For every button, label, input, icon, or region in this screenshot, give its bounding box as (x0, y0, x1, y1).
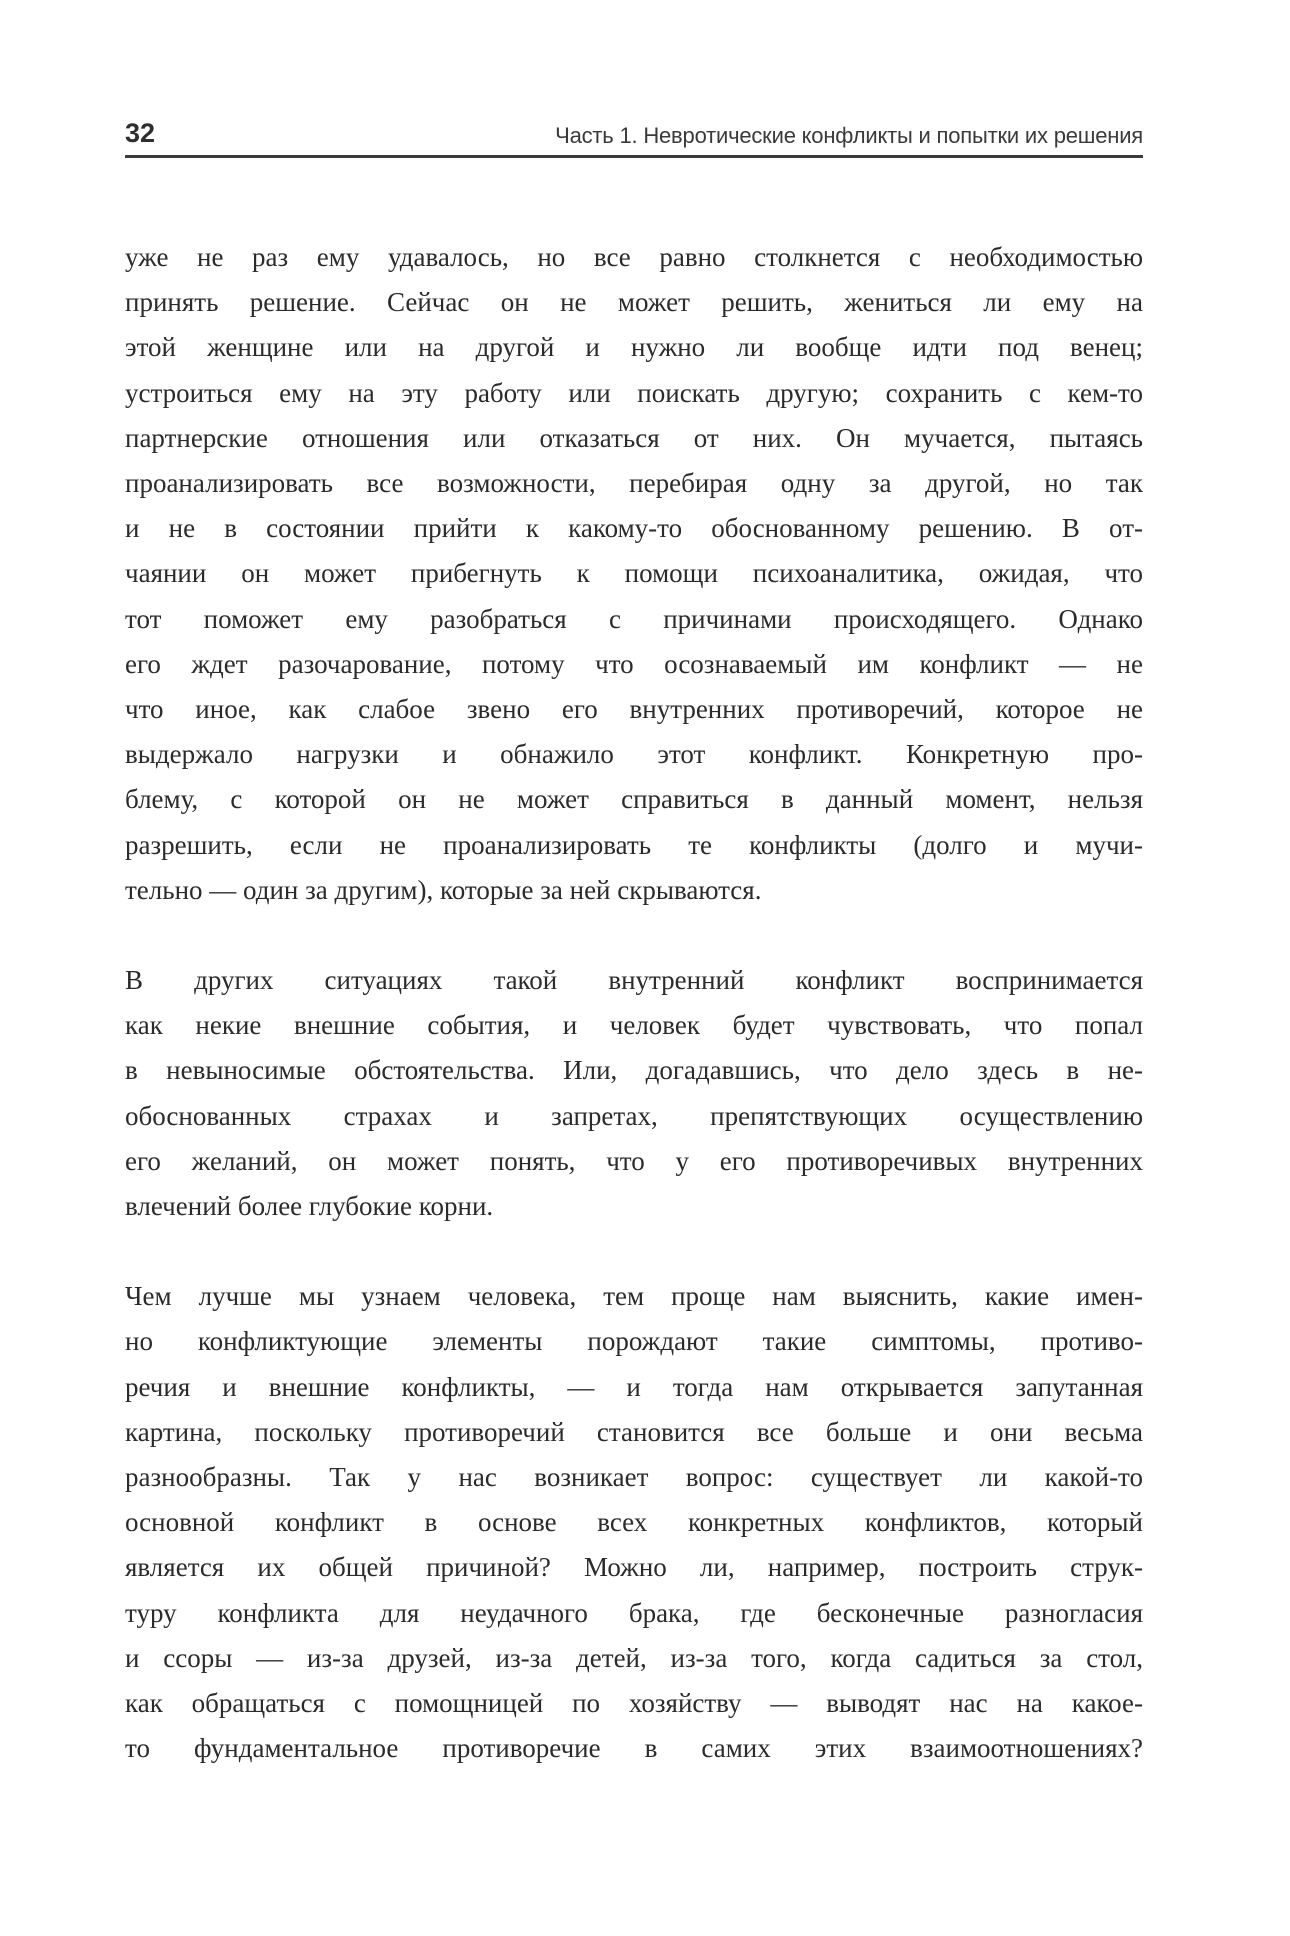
text-line: то фундаментальное противоречие в самих этих взаимоотношениях? (125, 1733, 1143, 1764)
text-line: является их общей причиной? Можно ли, например, построить струк- (125, 1552, 1143, 1583)
text-line: и не в состоянии прийти к какому-то обоснованному решению. В от- (125, 513, 1143, 544)
text-line: как некие внешние события, и человек будет чувствовать, что попал (125, 1010, 1143, 1041)
text-line: партнерские отношения или отказаться от них. Он мучается, пытаясь (125, 422, 1143, 453)
paragraph-2 (125, 958, 1143, 1229)
text-line: его ждет разочарование, потому что осознаваемый им конфликт — не (125, 648, 1143, 679)
running-header (125, 112, 1143, 158)
text-line: и ссоры — из-за друзей, из-за детей, из-за того, когда садиться за стол, (125, 1642, 1143, 1673)
text-line: тот поможет ему разобраться с причинами происходящего. Однако (125, 603, 1143, 634)
text-line: проанализировать все возможности, перебирая одну за другой, но так (125, 468, 1143, 499)
text-line: этой женщине или на другой и нужно ли вообще идти под венец; (125, 332, 1143, 363)
text-line: тельно — один за другим), которые за ней скрываются. (125, 874, 762, 905)
paragraph-1 (125, 235, 1143, 913)
text-line: разрешить, если не проанализировать те конфликты (долго и мучи- (125, 829, 1143, 860)
text-line: туру конфликта для неудачного брака, где бесконечные разногласия (125, 1597, 1143, 1628)
text-line: что иное, как слабое звено его внутренних противоречий, которое не (125, 694, 1143, 725)
running-title: Часть 1. Невротические конфликты и попытки их решения (555, 123, 1143, 148)
text-line: основной конфликт в основе всех конкретных конфликтов, который (125, 1507, 1143, 1538)
text-line: принять решение. Сейчас он не может решить, жениться ли ему на (125, 287, 1143, 318)
text-line: влечений более глубокие корни. (125, 1191, 494, 1222)
text-line: как обращаться с помощницей по хозяйству — выводят нас на какое- (125, 1688, 1143, 1719)
text-line: картина, поскольку противоречий становится все больше и они весьма (125, 1416, 1143, 1447)
text-line: в невыносимые обстоятельства. Или, догадавшись, что дело здесь в не- (125, 1055, 1143, 1086)
text-line: блему, с которой он не может справиться в данный момент, нельзя (125, 784, 1143, 815)
body-text (125, 235, 1143, 1772)
text-line: В других ситуациях такой внутренний конфликт воспринимается (125, 965, 1143, 996)
text-line: уже не раз ему удавалось, но все равно столкнется с необходимостью (125, 242, 1143, 272)
text-line: Чем лучше мы узнаем человека, тем проще нам выяснить, какие имен- (125, 1281, 1143, 1312)
text-line: чаянии он может прибегнуть к помощи психоаналитика, ожидая, что (125, 558, 1143, 589)
page-number: 32 (125, 118, 156, 148)
paragraph-3 (125, 1274, 1143, 1771)
text-line: но конфликтующие элементы порождают такие симптомы, противо- (125, 1326, 1143, 1357)
text-line: выдержало нагрузки и обнажило этот конфликт. Конкретную про- (125, 739, 1143, 770)
text-line: его желаний, он может понять, что у его противоречивых внутренних (125, 1145, 1143, 1176)
text-line: обоснованных страхах и запретах, препятствующих осуществлению (125, 1100, 1143, 1131)
text-line: устроиться ему на эту работу или поискать другую; сохранить с кем-то (125, 377, 1143, 408)
text-line: разнообразны. Так у нас возникает вопрос: существует ли какой-то (125, 1462, 1143, 1493)
text-line: речия и внешние конфликты, — и тогда нам открывается запутанная (125, 1371, 1143, 1402)
